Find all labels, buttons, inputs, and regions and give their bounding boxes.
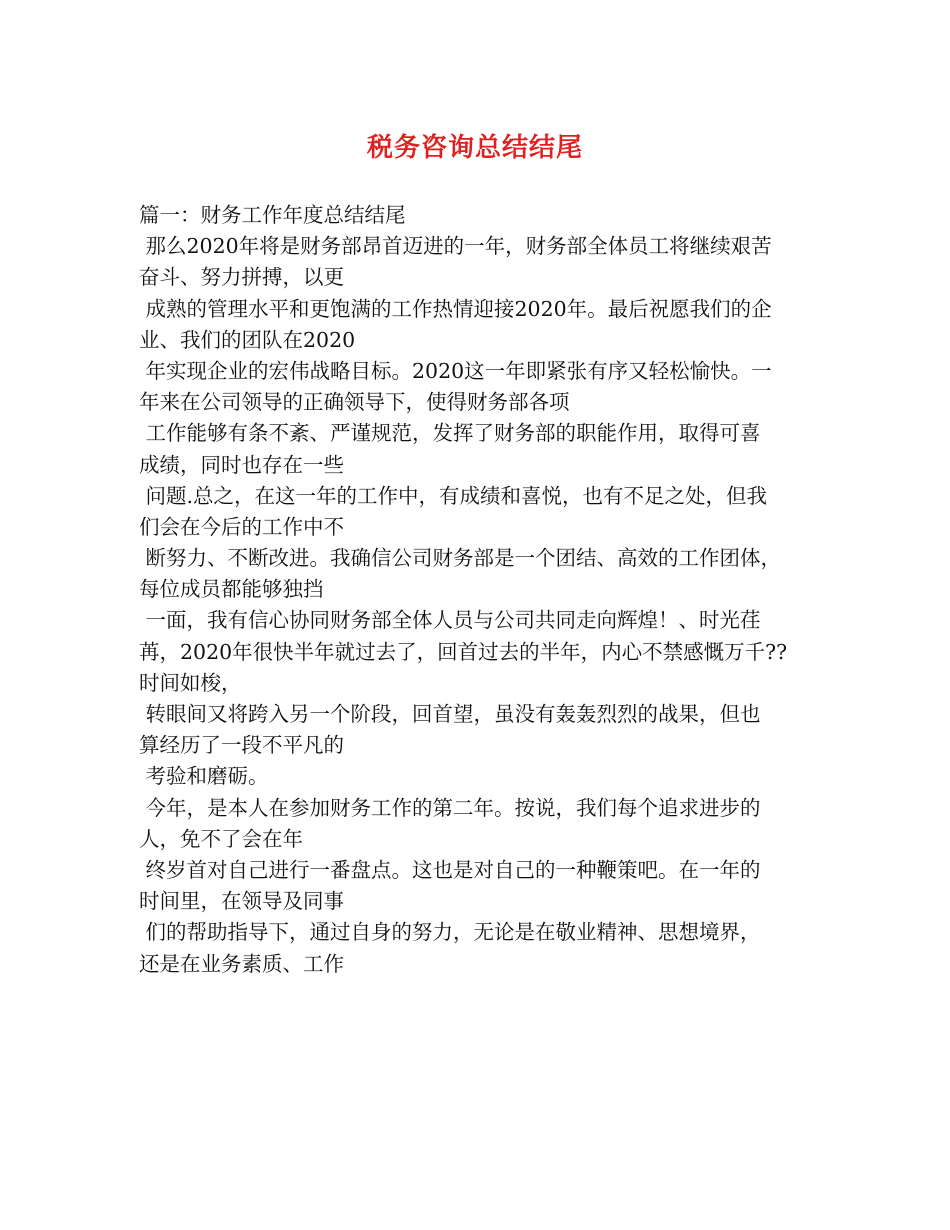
text-line: 算经历了一段不平凡的 xyxy=(139,733,344,758)
text-line: 们的帮助指导下，通过自身的努力，无论是在敬业精神、思想境界， xyxy=(139,920,761,945)
text-line: 人，免不了会在年 xyxy=(139,826,303,851)
text-line: 业、我们的团队在2020 xyxy=(139,327,356,352)
text-line: 断努力、不断改进。我确信公司财务部是一个团结、高效的工作团体， xyxy=(139,546,782,571)
text-line: 苒，2020年很快半年就过去了，回首过去的半年，内心不禁感慨万千?? xyxy=(139,639,788,664)
text-line: 们会在今后的工作中不 xyxy=(139,514,344,539)
text-line: 成熟的管理水平和更饱满的工作热情迎接2020年。最后祝愿我们的企 xyxy=(139,296,772,321)
text-line: 终岁首对自己进行一番盘点。这也是对自己的一种鞭策吧。在一年的 xyxy=(139,857,761,882)
text-line: 一面，我有信心协同财务部全体人员与公司共同走向辉煌！、时光荏 xyxy=(139,608,761,633)
text-line: 时间里，在领导及同事 xyxy=(139,889,344,914)
text-line: 工作能够有条不紊、严谨规范，发挥了财务部的职能作用，取得可喜 xyxy=(139,421,761,446)
text-line: 那么2020年将是财务部昂首迈进的一年，财务部全体员工将继续艰苦 xyxy=(139,234,772,259)
text-line: 转眼间又将跨入另一个阶段，回首望，虽没有轰轰烈烈的战果，但也 xyxy=(139,702,761,726)
page-title: 税务咨询总结结尾 xyxy=(366,133,583,163)
text-line: 篇一：财务工作年度总结结尾 xyxy=(139,203,406,227)
text-line: 每位成员都能够独挡 xyxy=(139,577,324,602)
text-line: 时间如梭， xyxy=(139,670,242,695)
text-line: 今年，是本人在参加财务工作的第二年。按说，我们每个追求进步的 xyxy=(139,795,761,820)
text-line: 年实现企业的宏伟战略目标。2020这一年即紧张有序又轻松愉快。一 xyxy=(139,358,772,383)
text-line: 年来在公司领导的正确领导下，使得财务部各项 xyxy=(139,390,570,415)
text-line: 成绩，同时也存在一些 xyxy=(139,452,344,477)
text-line: 考验和磨砺。 xyxy=(139,764,269,789)
document-body xyxy=(139,200,819,980)
text-line: 问题.总之，在这一年的工作中，有成绩和喜悦，也有不足之处，但我 xyxy=(139,483,768,508)
text-line: 奋斗、努力拼搏，以更 xyxy=(139,265,344,290)
text-line: 还是在业务素质、工作 xyxy=(139,951,344,976)
